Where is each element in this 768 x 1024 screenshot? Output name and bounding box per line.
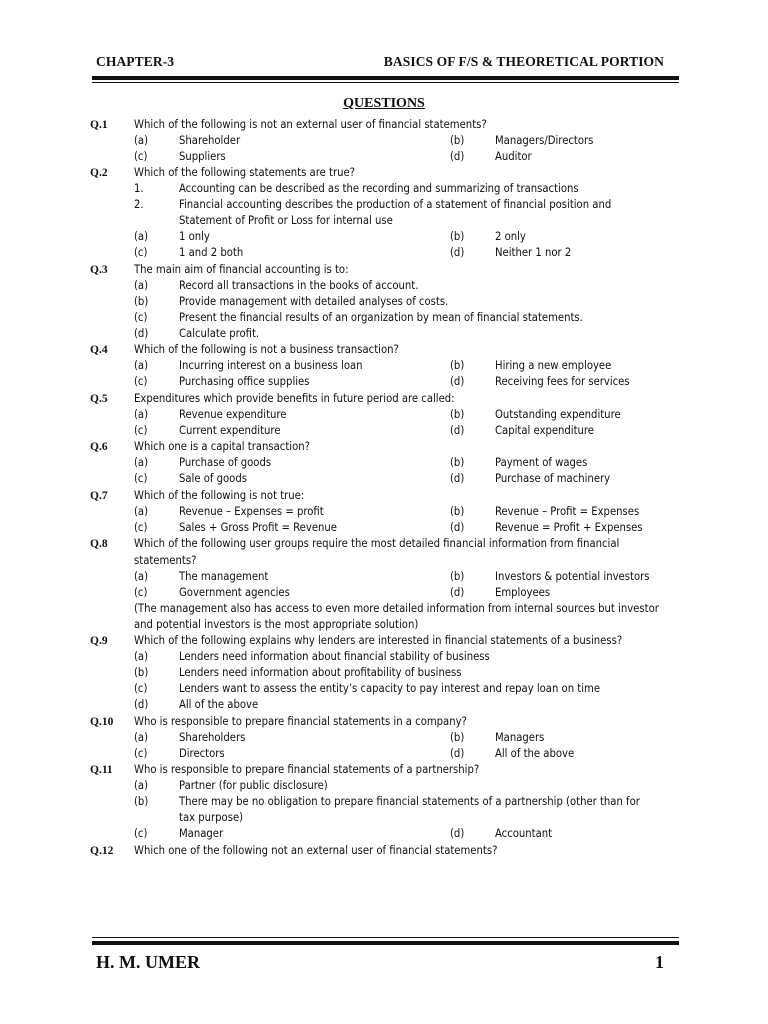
option-pair-row: [134, 730, 684, 746]
question-row: [90, 262, 684, 278]
option-text: There may be no obligation to prepare financial statements of a partnership (other than for: [179, 795, 640, 808]
option-row: [134, 665, 684, 681]
option-pair-row: [134, 504, 684, 520]
option-text: The management: [179, 569, 269, 583]
option-label: (d): [450, 746, 465, 760]
option-text: Present the financial results of an organization by mean of financial statements.: [179, 310, 583, 324]
question-row: [90, 391, 684, 407]
option-label: [134, 810, 179, 826]
question-text: statements?: [134, 553, 197, 567]
option-label: (a): [134, 730, 149, 744]
question-number: Q.6: [90, 441, 108, 453]
option-text: Provide management with detailed analyses of costs.: [179, 294, 449, 308]
page-number: 1: [655, 952, 664, 972]
answer-note: and potential investors is the most appropriate solution): [134, 617, 419, 631]
option-pair-row: [134, 358, 684, 374]
question-text: Which one of the following not an external user of financial statements?: [134, 843, 498, 857]
option-label: (d): [450, 585, 465, 599]
option-text: Statement of Profit or Loss for internal use: [179, 214, 393, 227]
header-rule-thin: [92, 82, 679, 83]
page-header: [96, 54, 664, 70]
option-label: (b): [450, 456, 465, 469]
question-number: Q.11: [90, 764, 113, 776]
option-label: (c): [134, 746, 148, 760]
option-text: Calculate profit.: [179, 326, 260, 340]
page-footer: [96, 952, 664, 973]
option-text: Auditor: [495, 149, 532, 163]
option-text: Hiring a new employee: [495, 359, 612, 372]
header-rule: [92, 76, 679, 80]
option-text: Lenders want to assess the entity’s capacity to pay interest and repay loan on time: [179, 682, 601, 695]
option-text: Outstanding expenditure: [495, 407, 621, 421]
option-label: (d): [134, 326, 149, 340]
option-row: [134, 310, 684, 326]
question-number: Q.5: [90, 392, 108, 405]
option-text: Government agencies: [179, 585, 290, 599]
option-label: (c): [134, 682, 148, 695]
option-row: [134, 649, 684, 665]
option-text: Shareholders: [179, 730, 246, 744]
option-row: [134, 294, 684, 310]
option-label: (a): [134, 133, 149, 147]
option-row: [134, 778, 684, 794]
question-number: Q.8: [90, 538, 108, 550]
option-text: Revenue = Profit + Expenses: [495, 520, 643, 534]
option-text: Accounting can be described as the recording and summarizing of transactions: [179, 182, 579, 195]
option-text: Managers: [495, 730, 545, 744]
option-label: (a): [134, 650, 149, 663]
option-label: [134, 213, 179, 229]
option-label: 2.: [134, 198, 144, 211]
option-text: Purchasing office supplies: [179, 375, 310, 388]
question-row: [90, 553, 684, 569]
option-label: (a): [134, 359, 149, 372]
option-label: (d): [450, 827, 465, 840]
option-label: (b): [450, 133, 465, 147]
option-label: (a): [134, 230, 149, 243]
option-text: 1 only: [179, 230, 210, 243]
question-text: Which of the following is not true:: [134, 488, 305, 502]
option-label: (b): [134, 795, 149, 808]
option-label: (c): [134, 520, 148, 534]
option-text: Sales + Gross Profit = Revenue: [179, 520, 337, 534]
question-text: Who is responsible to prepare financial statements in a company?: [134, 714, 467, 728]
question-number: Q.3: [90, 263, 108, 276]
option-pair-row: [134, 746, 684, 762]
option-row: [134, 278, 684, 294]
option-pair-row: [134, 569, 684, 585]
option-text: Directors: [179, 746, 225, 760]
option-label: (b): [134, 294, 149, 308]
page-title: QUESTIONS: [343, 96, 425, 111]
option-label: (b): [450, 359, 465, 372]
question-number: Q.2: [90, 167, 108, 179]
option-label: (c): [134, 246, 148, 259]
option-label: (a): [134, 456, 149, 469]
option-text: All of the above: [495, 746, 575, 760]
option-label: (a): [134, 779, 149, 792]
option-label: (c): [134, 375, 148, 388]
option-row: [134, 213, 684, 229]
option-label: (d): [134, 698, 149, 711]
option-label: (c): [134, 423, 148, 437]
option-text: Current expenditure: [179, 423, 281, 437]
option-row: [134, 794, 684, 810]
option-text: 2 only: [495, 230, 526, 243]
option-text: Investors & potential investors: [495, 569, 650, 583]
option-pair-row: [134, 149, 684, 165]
option-text: Lenders need information about financial stability of business: [179, 650, 490, 663]
question-list: [90, 116, 684, 859]
option-text: Capital expenditure: [495, 423, 595, 437]
question-text: Which one is a capital transaction?: [134, 440, 310, 453]
question-row: [90, 165, 684, 181]
question-row: [90, 342, 684, 358]
question-number: Q.12: [90, 844, 114, 857]
option-text: Payment of wages: [495, 456, 588, 469]
option-label: (b): [450, 407, 465, 421]
option-text: Neither 1 nor 2: [495, 246, 572, 259]
option-label: (d): [450, 149, 465, 163]
option-label: (c): [134, 472, 148, 485]
option-text: Manager: [179, 827, 224, 840]
option-text: tax purpose): [179, 811, 244, 824]
option-text: Purchase of goods: [179, 456, 272, 469]
question-row: [90, 488, 684, 504]
option-text: Sale of goods: [179, 472, 247, 485]
option-label: (a): [134, 504, 149, 518]
option-row: [134, 697, 684, 713]
option-text: Receiving fees for services: [495, 375, 630, 388]
option-text: Record all transactions in the books of account.: [179, 278, 419, 292]
option-row: [134, 681, 684, 697]
option-text: Suppliers: [179, 149, 226, 163]
option-text: Accountant: [495, 827, 553, 840]
question-text: Who is responsible to prepare financial statements of a partnership?: [134, 763, 480, 776]
option-label: (d): [450, 520, 465, 534]
question-text: Which of the following is not an external user of financial statements?: [134, 117, 487, 131]
question-row: [90, 843, 684, 859]
option-pair-row: [134, 471, 684, 487]
question-row: [90, 633, 684, 649]
question-text: Which of the following explains why lenders are interested in financial statements of a business?: [134, 634, 623, 647]
option-row: [134, 197, 684, 213]
option-text: Purchase of machinery: [495, 472, 611, 485]
option-label: (a): [134, 407, 149, 421]
option-text: Revenue – Expenses = profit: [179, 504, 324, 518]
section-title: BASICS OF F/S & THEORETICAL PORTION: [383, 54, 664, 69]
option-text: All of the above: [179, 698, 259, 711]
option-pair-row: [134, 133, 684, 149]
option-text: Revenue – Profit = Expenses: [495, 504, 640, 518]
question-text: Which of the following statements are true?: [134, 166, 355, 179]
question-text: Which of the following is not a business transaction?: [134, 343, 399, 356]
question-row: [90, 117, 684, 133]
option-pair-row: [134, 245, 684, 261]
option-label: (b): [450, 730, 465, 744]
footer-rule-thin: [92, 937, 679, 938]
option-label: (d): [450, 246, 465, 259]
option-text: Shareholder: [179, 133, 241, 147]
option-text: 1 and 2 both: [179, 246, 244, 259]
option-label: (a): [134, 569, 149, 583]
question-row: [90, 762, 684, 778]
question-number: Q.4: [90, 344, 108, 356]
option-label: (b): [450, 569, 465, 583]
question-number: Q.10: [90, 715, 114, 728]
option-pair-row: [134, 374, 684, 390]
option-label: (c): [134, 585, 148, 599]
question-row: [90, 536, 684, 552]
option-text: Financial accounting describes the production of a statement of financial position and: [179, 198, 612, 211]
question-row: [90, 714, 684, 730]
question-row: [90, 439, 684, 455]
question-text: Which of the following user groups require the most detailed financial information from financial: [134, 537, 620, 550]
option-text: Partner (for public disclosure): [179, 779, 328, 792]
option-label: (a): [134, 278, 149, 292]
question-text: Expenditures which provide benefits in future period are called:: [134, 391, 455, 405]
option-label: (d): [450, 423, 465, 437]
question-number: Q.9: [90, 635, 108, 647]
question-number: Q.1: [90, 118, 108, 131]
option-pair-row: [134, 407, 684, 423]
option-label: 1.: [134, 182, 144, 195]
option-label: (b): [450, 504, 465, 518]
question-number: Q.7: [90, 489, 108, 502]
option-label: (c): [134, 149, 148, 163]
option-text: Incurring interest on a business loan: [179, 359, 363, 372]
option-label: (d): [450, 375, 465, 388]
option-pair-row: [134, 520, 684, 536]
answer-note: (The management also has access to even more detailed information from internal sources but investor: [134, 601, 659, 615]
option-label: (c): [134, 310, 148, 324]
option-label: (c): [134, 827, 148, 840]
option-label: (b): [134, 666, 149, 679]
option-row: [134, 326, 684, 342]
author-name: H. M. UMER: [96, 952, 200, 972]
chapter-label: CHAPTER-3: [96, 54, 175, 69]
option-text: Lenders need information about profitability of business: [179, 666, 462, 679]
question-number: [90, 553, 134, 569]
option-pair-row: [134, 826, 684, 842]
footer-rule: [92, 941, 679, 945]
option-pair-row: [134, 585, 684, 601]
option-row: [134, 810, 684, 826]
option-text: Employees: [495, 585, 551, 599]
option-label: (d): [450, 472, 465, 485]
option-row: [134, 181, 684, 197]
option-pair-row: [134, 455, 684, 471]
option-label: (b): [450, 230, 465, 243]
option-pair-row: [134, 423, 684, 439]
question-text: The main aim of financial accounting is to:: [134, 262, 349, 276]
option-text: Managers/Directors: [495, 133, 594, 147]
option-pair-row: [134, 229, 684, 245]
option-text: Revenue expenditure: [179, 407, 287, 421]
